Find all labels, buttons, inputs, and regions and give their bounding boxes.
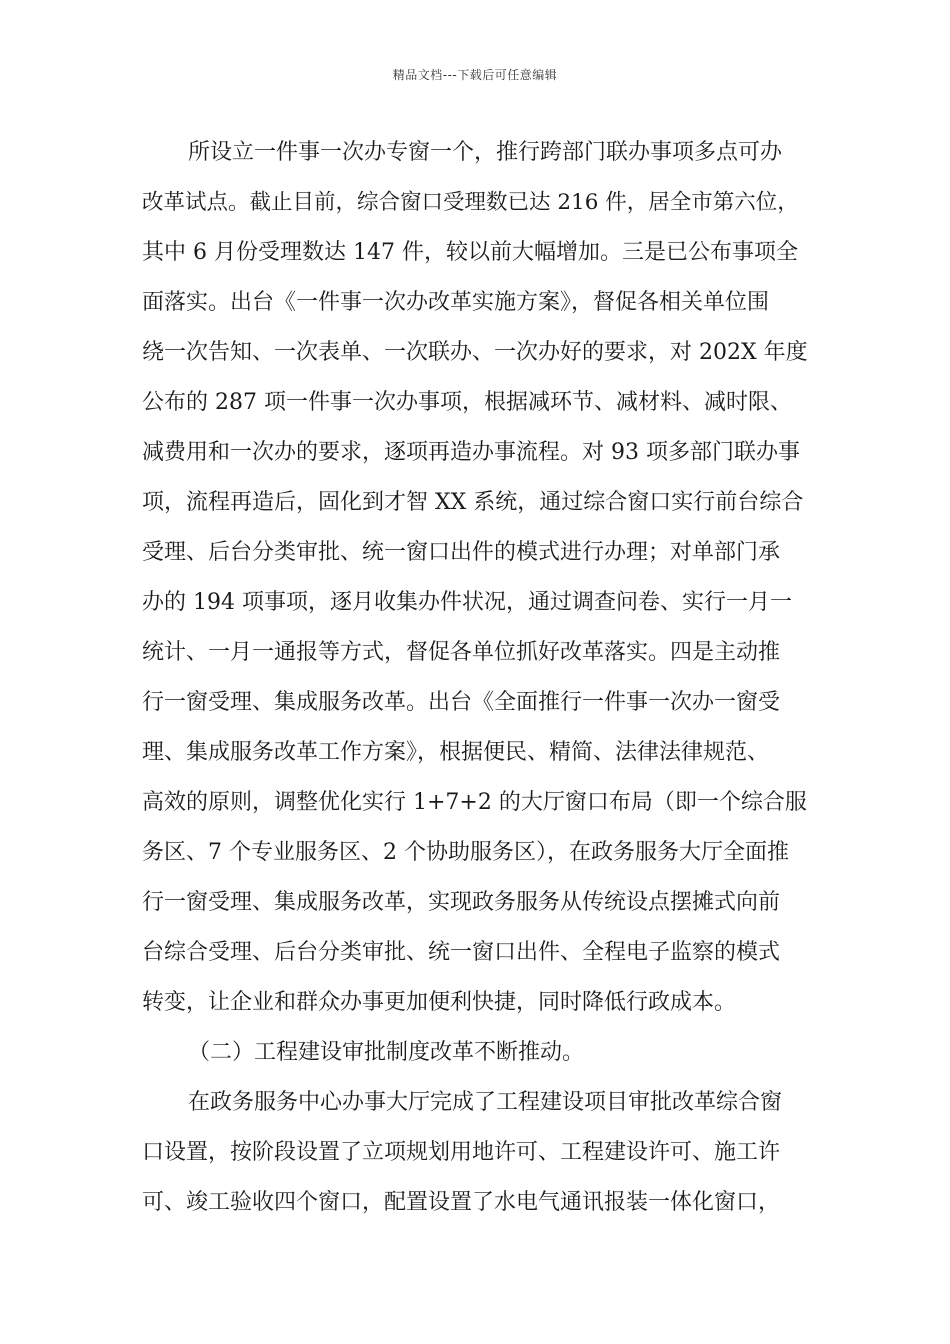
paragraph-line: 务区、7 个专业服务区、2 个协助服务区），在政务服务大厅全面推: [142, 840, 789, 865]
paragraph-line: 项，流程再造后，固化到才智 XX 系统，通过综合窗口实行前台综合: [142, 490, 804, 515]
paragraph-line: 行一窗受理、集成服务改革。出台《全面推行一件事一次办一窗受: [142, 690, 781, 715]
paragraph-line: 公布的 287 项一件事一次办事项，根据减环节、减材料、减时限、: [142, 390, 792, 415]
paragraph-line: 受理、后台分类审批、统一窗口出件的模式进行办理；对单部门承: [142, 540, 781, 565]
paragraph-line: 行一窗受理、集成服务改革，实现政务服务从传统设点摆摊式向前: [142, 890, 781, 915]
section-heading: （二）工程建设审批制度改革不断推动。: [188, 1040, 585, 1065]
paragraph-line: 理、集成服务改革工作方案》，根据便民、精简、法律法律规范、: [142, 740, 770, 765]
paragraph-line: 减费用和一次办的要求，逐项再造办事流程。对 93 项多部门联办事: [142, 440, 800, 465]
paragraph-line: 绕一次告知、一次表单、一次联办、一次办好的要求，对 202X 年度: [142, 340, 808, 365]
document-body: [142, 128, 812, 1228]
paragraph-line: 在政务服务中心办事大厅完成了工程建设项目审批改革综合窗: [188, 1090, 783, 1115]
paragraph-line: 改革试点。截止目前，综合窗口受理数已达 216 件，居全市第六位，: [142, 190, 799, 215]
paragraph-line: 面落实。出台《一件事一次办改革实施方案》，督促各相关单位围: [142, 290, 770, 315]
paragraph-line: 其中 6 月份受理数达 147 件，较以前大幅增加。三是已公布事项全: [142, 240, 798, 265]
paragraph-line: 高效的原则，调整优化实行 1+7+2 的大厅窗口布局（即一个综合服: [142, 790, 807, 815]
paragraph-line: 口设置，按阶段设置了立项规划用地许可、工程建设许可、施工许: [142, 1140, 781, 1165]
paragraph-line: 转变，让企业和群众办事更加便利快捷，同时降低行政成本。: [142, 990, 737, 1015]
paragraph-line: 统计、一月一通报等方式，督促各单位抓好改革落实。四是主动推: [142, 640, 781, 665]
paragraph-line: 所设立一件事一次办专窗一个，推行跨部门联办事项多点可办: [188, 140, 783, 165]
page-header: 精品文档---下载后可任意编辑: [392, 68, 558, 82]
paragraph-line: 办的 194 项事项，逐月收集办件状况，通过调查问卷、实行一月一: [142, 590, 792, 615]
paragraph-line: 台综合受理、后台分类审批、统一窗口出件、全程电子监察的模式: [142, 940, 781, 965]
paragraph-line: 可、竣工验收四个窗口，配置设置了水电气通讯报装一体化窗口，: [142, 1190, 781, 1215]
